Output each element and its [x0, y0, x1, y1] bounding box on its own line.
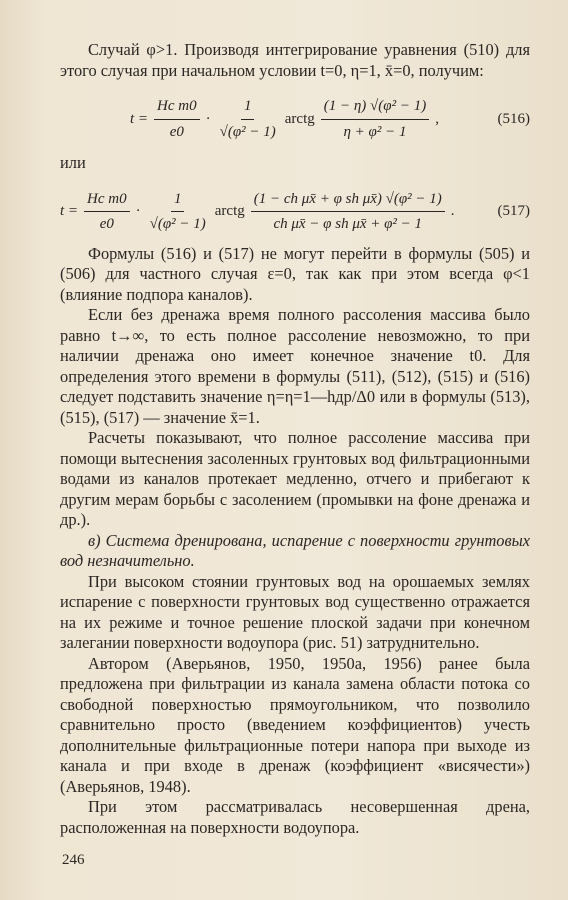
paragraph-drainage-time: Если без дренажа время полного рассоления массива было равно t→∞, то есть полное рассоление невозможно, то при наличии дренажа оно имеет конечное значение t0. Для определения этого времени в формулы (511), (512), (515) и (516) следует подставить значение η=η=1—hдр/Δ0 или в формулы (513), (515), (517) — значение x̄=1.: [60, 305, 530, 427]
formula-516-frac2-denominator: √(φ² − 1): [219, 123, 276, 140]
formula-516-lhs: t =: [130, 110, 149, 127]
formula-517-lhs: t =: [60, 203, 79, 220]
formula-517-frac1-numerator: Hc m0: [84, 189, 130, 213]
formula-517-arctg: arctg: [214, 203, 245, 220]
formula-516-frac2-numerator: 1: [241, 96, 255, 120]
paragraph-evaporation: При высоком стоянии грунтовых вод на орошаемых землях испарение с поверхности грунтовых вод существенно отражается на их режиме и точное решение плоской задачи при конечном залегании поверхности водоупора (рис. 51) затруднительно.: [60, 571, 530, 652]
formula-517-frac1-denominator: e0: [99, 216, 114, 232]
section-heading: в) Система дренирована, испарение с поверхности грунтовых вод незначительно.: [60, 530, 530, 570]
formula-517-fraction-3: [251, 189, 445, 235]
formula-516-expression: [130, 96, 439, 142]
paragraph-author: Автором (Аверьянов, 1950, 1950а, 1956) ранее была предложена при фильтрации из канала замена области потока со свободной поверхностью прямоугольником, что позволило сравнительно просто (введением коэффициентов) учесть дополнительные фильтрационные потери напора при выходе из канала и при входе в дренаж (коэффициент «висячести») (Аверьянов, 1948).: [60, 653, 530, 796]
word-ili: или: [60, 153, 86, 172]
formula-517-frac2-denominator: √(φ² − 1): [149, 216, 206, 232]
formula-516-arctg: arctg: [284, 110, 315, 127]
formula-517-frac3-denominator: ch μx̄ − φ sh μx̄ + φ² − 1: [273, 216, 423, 232]
formula-516-frac3-numerator: (1 − η) √(φ² − 1): [321, 96, 429, 120]
paragraph-calculations: Расчеты показывают, что полное рассоление массива при помощи вытеснения засоленных грунтовых вод фильтрационными водами из каналов протекает медленно, отчего и прибегают к другим мерам борьбы с засолением (промывки на фоне дренажа и др.).: [60, 428, 530, 529]
formula-517-expression: [60, 189, 455, 235]
equation-number-516: (516): [497, 110, 530, 127]
formula-517-frac2-numerator: 1: [171, 189, 185, 213]
page-number: 246: [62, 852, 85, 868]
paragraph-formulas-note: Формулы (516) и (517) не могут перейти в формулы (505) и (506) для частного случая ε=0, так как при этом всегда φ<1 (влияние подпора каналов).: [60, 243, 530, 304]
formula-516-frac1-denominator: e0: [169, 123, 184, 140]
formula-516: [60, 87, 530, 151]
formula-517-frac3-numerator: (1 − ch μx̄ + φ sh μx̄) √(φ² − 1): [251, 189, 445, 213]
formula-517-fraction-1: [84, 189, 130, 235]
formula-516-dot: ·: [205, 110, 211, 127]
formula-516-fraction-1: [154, 96, 200, 142]
formula-517-period: .: [450, 203, 455, 220]
formula-516-fraction-3: [321, 96, 429, 142]
equation-number-517: (517): [497, 203, 530, 220]
formula-517-dot: ·: [135, 203, 141, 220]
formula-516-frac1-numerator: Hc m0: [154, 96, 200, 120]
formula-517: [60, 180, 530, 244]
formula-516-fraction-2: [217, 96, 279, 142]
paragraph-drain: При этом рассматривалась несовершенная дрена, расположенная на поверхности водоупора.: [60, 797, 530, 837]
formula-517-fraction-2: [147, 189, 209, 235]
page-body: [60, 40, 530, 838]
formula-516-frac3-denominator: η + φ² − 1: [343, 123, 407, 140]
paragraph-case-phi: Случай φ>1. Производя интегрирование уравнения (510) для этого случая при начальном условии t=0, η=1, x̄=0, получим:: [60, 40, 530, 80]
formula-516-comma: ,: [435, 110, 439, 127]
